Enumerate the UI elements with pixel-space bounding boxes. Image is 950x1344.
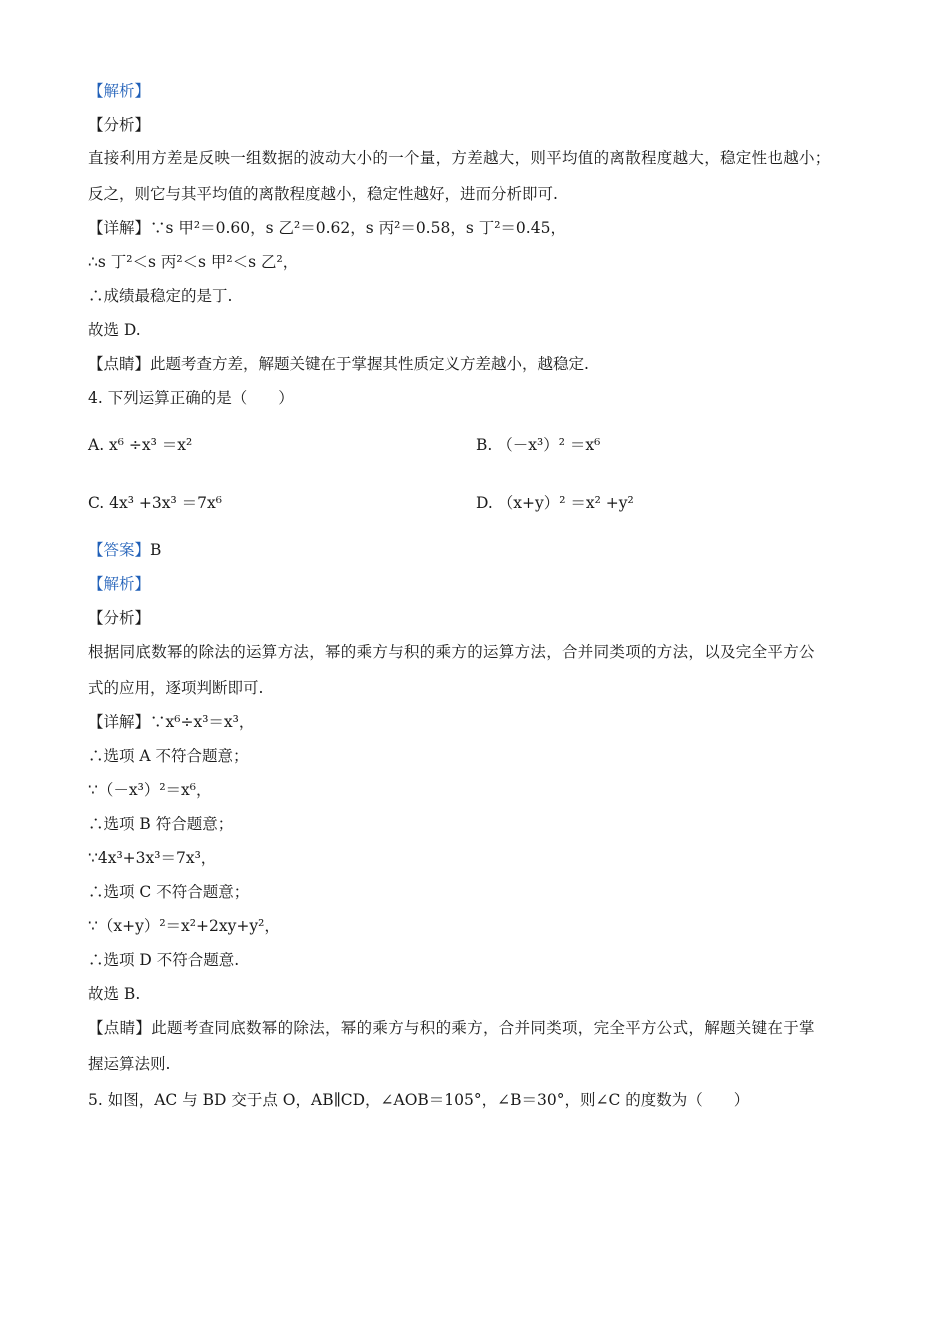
- detail-line-3: ∴成绩最稳定的是丁.: [88, 287, 233, 305]
- section-tag-xiangjie: 【详解】: [88, 219, 151, 237]
- q4-step-7: ∵（x+y）²＝x²+2xy+y²，: [88, 917, 280, 935]
- section-tag-dianjing: 【点睛】: [88, 355, 151, 373]
- q4-comment-line-2: 握运算法则.: [88, 1055, 171, 1073]
- comment-text: 此题考查方差，解题关键在于掌握其性质定义方差越小，越稳定.: [150, 355, 589, 373]
- option-d: D. （x+y）² ＝x² +y²: [476, 494, 634, 512]
- option-a: A. x⁶ ÷x³ ＝x²: [88, 436, 193, 454]
- q4-analysis-line-2: 式的应用，逐项判断即可.: [88, 679, 264, 697]
- section-tag-fenxi-2: 【分析】: [88, 609, 151, 627]
- q4-step-5: ∵4x³+3x³＝7x³，: [88, 849, 217, 867]
- section-tag-xiangjie-2: 【详解】: [88, 713, 151, 731]
- analysis-line-2: 反之，则它与其平均值的离散程度越小，稳定性越好，进而分析即可.: [88, 185, 558, 203]
- section-tag-fenxi: 【分析】: [88, 116, 151, 134]
- section-tag-jiexi-2: 【解析】: [88, 575, 151, 593]
- q4-step-1: [88, 711, 254, 733]
- section-tag-answer: 【答案】: [88, 541, 151, 559]
- answer-value: B: [150, 541, 162, 559]
- comment-text: 此题考查同底数幂的除法，幂的乘方与积的乘方，合并同类项，完全平方公式，解题关键在于掌: [151, 1019, 815, 1037]
- q4-step-3: ∵（－x³）²＝x⁶，: [88, 781, 212, 799]
- detail-line-1: [88, 217, 566, 239]
- question-4-stem: 4. 下列运算正确的是（ ）: [88, 389, 294, 407]
- step-text: ∵x⁶÷x³＝x³，: [150, 713, 255, 731]
- q4-step-2: ∴选项 A 不符合题意；: [88, 747, 249, 765]
- option-b: B. （－x³）² ＝x⁶: [476, 436, 601, 454]
- q4-analysis-line-1: 根据同底数幂的除法的运算方法，幂的乘方与积的乘方的运算方法，合并同类项的方法，以及完全平方公: [88, 643, 815, 661]
- comment-line: [88, 353, 589, 375]
- section-tag-jiexi: 【解析】: [88, 82, 151, 100]
- detail-text: ∵s 甲²＝0.60，s 乙²＝0.62，s 丙²＝0.58，s 丁²＝0.45，: [150, 219, 566, 237]
- q4-step-4: ∴选项 B 符合题意；: [88, 815, 234, 833]
- choose-line: 故选 D.: [88, 321, 141, 339]
- q4-step-6: ∴选项 C 不符合题意；: [88, 883, 250, 901]
- option-c: C. 4x³ +3x³ ＝7x⁶: [88, 494, 222, 512]
- section-tag-dianjing-2: 【点睛】: [88, 1019, 152, 1037]
- question-5-stem: 5. 如图，AC 与 BD 交于点 O，AB∥CD，∠AOB＝105°，∠B＝30°，则∠C 的度数为（ ）: [88, 1091, 750, 1109]
- q4-step-8: ∴选项 D 不符合题意.: [88, 951, 240, 969]
- q4-choose-line: 故选 B.: [88, 985, 141, 1003]
- q4-comment-line-1: [88, 1017, 815, 1039]
- answer-line: [88, 539, 161, 561]
- analysis-line-1: 直接利用方差是反映一组数据的波动大小的一个量，方差越大，则平均值的离散程度越大，稳定性也越小；: [88, 149, 831, 167]
- detail-line-2: ∴s 丁²＜s 丙²＜s 甲²＜s 乙²，: [88, 253, 299, 271]
